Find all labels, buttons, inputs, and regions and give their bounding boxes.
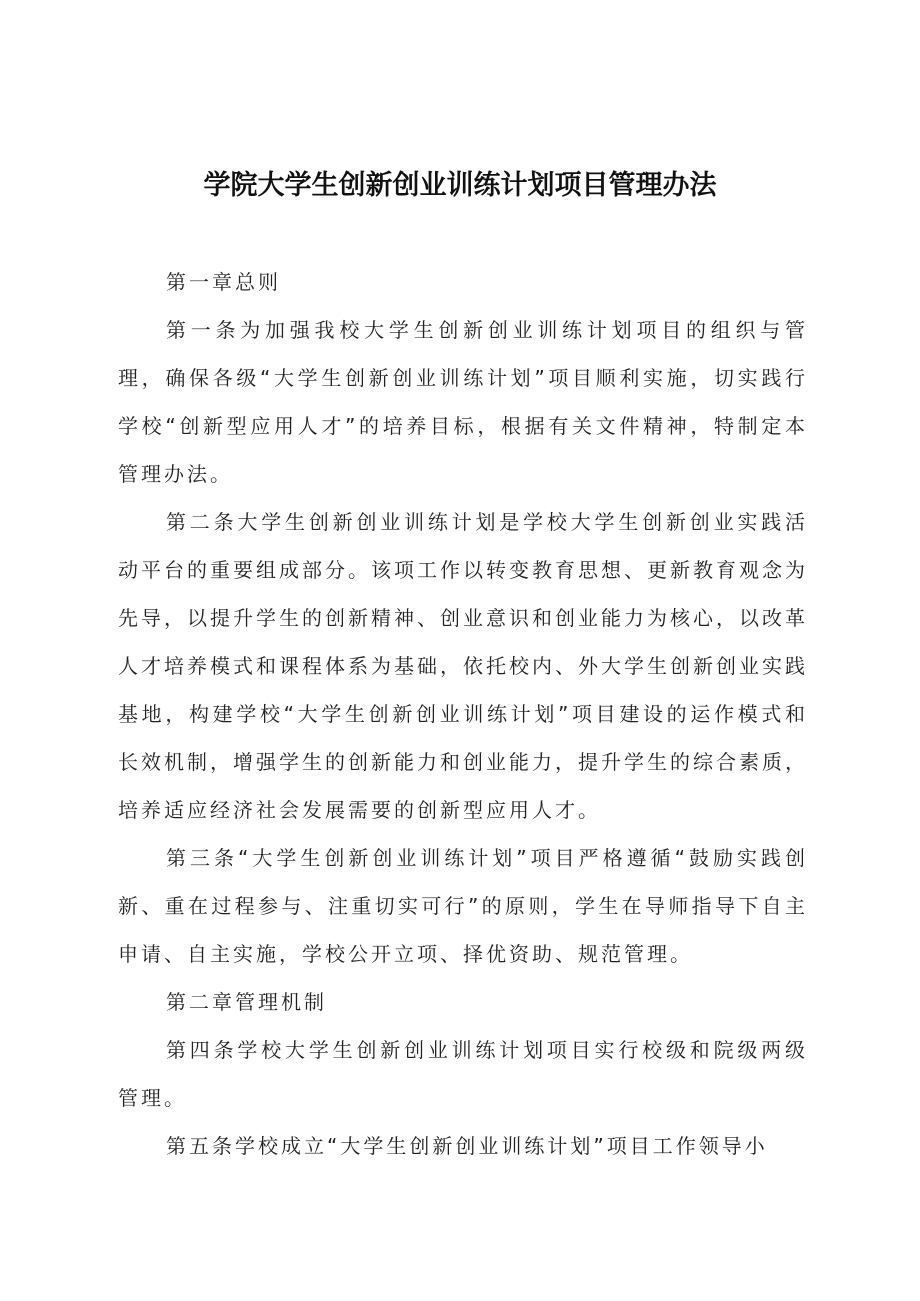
article-1-paragraph: 第一条为加强我校大学生创新创业训练计划项目的组织与管理，确保各级“大学生创新创业训练计划”项目顺利实施，切实践行学校“创新型应用人才”的培养目标，根据有关文件精神，特制定本管理办法。: [118, 318, 808, 486]
article-2-paragraph: 第二条大学生创新创业训练计划是学校大学生创新创业实践活动平台的重要组成部分。该项工作以转变教育思想、更新教育观念为先导，以提升学生的创新精神、创业意识和创业能力为核心，以改革人才培养模式和课程体系为基础，依托校内、外大学生创新创业实践基地，构建学校“大学生创新创业训练计划”项目建设的运作模式和长效机制，增强学生的创新能力和创业能力，提升学生的综合素质，培养适应经济社会发展需要的创新型应用人才。: [118, 510, 808, 822]
article-5-paragraph: 第五条学校成立“大学生创新创业训练计划”项目工作领导小: [166, 1134, 768, 1158]
article-3-paragraph: 第三条“大学生创新创业训练计划”项目严格遵循“鼓励实践创新、重在过程参与、注重切实可行”的原则，学生在导师指导下自主申请、自主实施，学校公开立项、择优资助、规范管理。: [118, 846, 808, 966]
article-4-paragraph: 第四条学校大学生创新创业训练计划项目实行校级和院级两级管理。: [118, 1038, 808, 1110]
document-title: 学院大学生创新创业训练计划项目管理办法: [203, 170, 717, 201]
chapter-heading-1: 第一章总则: [166, 270, 281, 294]
chapter-heading-2: 第二章管理机制: [166, 990, 327, 1014]
document-body: [118, 258, 808, 1170]
